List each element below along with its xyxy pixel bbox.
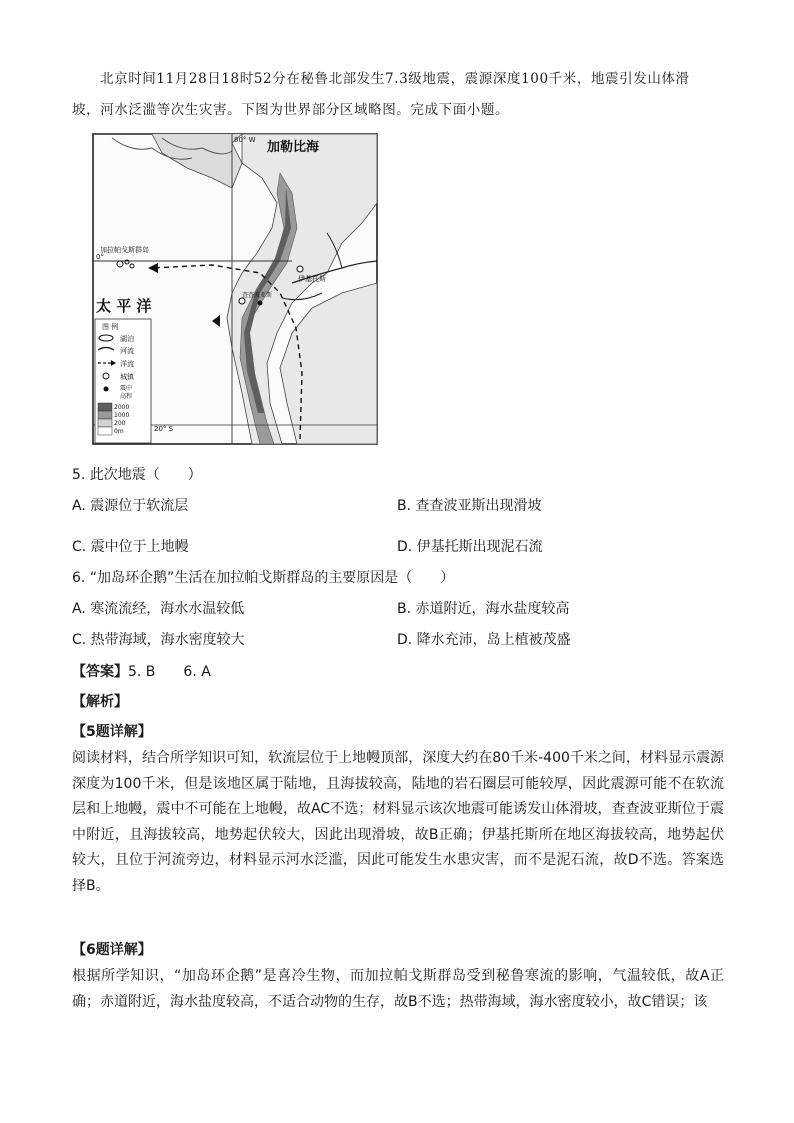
- q5-option-d: D. 伊基托斯出现泥石流: [397, 539, 543, 555]
- legend-epicenter-2: 高程: [120, 393, 133, 400]
- legend-elev-2000: 2000: [114, 404, 130, 411]
- legend-town-icon: [103, 373, 109, 379]
- label-pacific: 太 平 洋: [96, 297, 152, 315]
- label-iquitos: 伊基托斯: [298, 275, 326, 283]
- label-80w: 80° W: [234, 136, 256, 144]
- legend-lake: 湖泊: [120, 335, 134, 343]
- region-map: [92, 133, 378, 445]
- iquitos-town: [297, 266, 303, 272]
- q6-option-c: C. 热带海域，海水密度较大: [72, 632, 245, 648]
- q5-option-b: B. 查查波亚斯出现滑坡: [397, 498, 542, 514]
- label-chachapoyas: 查查波亚斯: [242, 292, 273, 299]
- q5-detail-text: 阅读材料，结合所学知识可知，软流层位于上地幔顶部，深度大约在80千米-400千米之间，材料显示震源深度为100千米，但是该地区属于陆地，且海拔较高，陆地的岩石圈层可能较厚，因此震源可能不在软流层和上地幔，震中不可能在上地幔，故AC不选；材料显示该次地震可能诱发山体滑坡，查查波亚斯位于震中附近，且海拔较高，地势起伏较大，因此出现滑坡，故B正确；伊基托斯所在地区海拔较高，地势起伏较大，且位于河流旁边，材料显示河水泛滥，因此可能发生水患灾害，而不是泥石流，故D不选。答案选择B。: [72, 750, 724, 894]
- intro-line-2: 坡，河水泛滥等次生灾害。下图为世界部分区域略图。完成下面小题。: [72, 102, 510, 118]
- label-20s: 20° S: [154, 425, 174, 433]
- q5-option-a: A. 震源位于软流层: [72, 498, 189, 514]
- label-caribbean: 加勒比海: [267, 140, 320, 155]
- q5-option-c: C. 震中位于上地幔: [72, 539, 189, 555]
- legend-epicenter-1: 震中: [120, 385, 133, 392]
- legend-current: 洋流: [120, 360, 134, 368]
- answer-text: 5. B 6. A: [128, 664, 211, 680]
- label-galapagos: 加拉帕戈斯群岛: [100, 246, 149, 254]
- q6-stem: 6. “加岛环企鹅”生活在加拉帕戈斯群岛的主要原因是（ ）: [72, 570, 455, 586]
- legend-elev-200: 200: [114, 420, 126, 427]
- answer-label: 【答案】: [72, 664, 128, 680]
- legend-river: 河流: [120, 347, 134, 355]
- legend-epicenter-icon: [104, 387, 109, 392]
- legend-elev-1000: 1000: [114, 412, 130, 419]
- map-legend: [95, 319, 151, 443]
- q6-detail-text: 根据所学知识，“加岛环企鹅”是喜冷生物，而加拉帕戈斯群岛受到秘鲁寒流的影响，气温较低，故A正确；赤道附近，海水盐度较高，不适合动物的生存，故B不选；热带海域，海水密度较小，故C错误；该: [72, 968, 724, 1010]
- answer-line: [72, 661, 211, 681]
- legend-town: 城镇: [120, 373, 134, 381]
- analysis-label: 【解析】: [72, 694, 128, 710]
- q6-option-d: D. 降水充沛，岛上植被茂盛: [397, 632, 571, 648]
- legend-elev-0: 0m: [114, 428, 124, 435]
- q5-detail-label: 【5题详解】: [72, 724, 152, 740]
- label-0deg: 0°: [96, 253, 104, 261]
- intro-line-1: 北京时间11月28日18时52分在秘鲁北部发生7.3级地震，震源深度100千米，地震引发山体滑: [100, 71, 690, 87]
- epicenter-dot: [258, 301, 263, 306]
- q5-stem: 5. 此次地震（ ）: [72, 467, 202, 483]
- legend-elev-2000-swatch: [98, 403, 112, 411]
- legend-title: 图 例: [102, 323, 119, 331]
- q6-option-a: A. 寒流流经，海水水温较低: [72, 601, 245, 617]
- q6-detail-label: 【6题详解】: [72, 942, 152, 958]
- q6-option-b: B. 赤道附近，海水盐度较高: [397, 601, 570, 617]
